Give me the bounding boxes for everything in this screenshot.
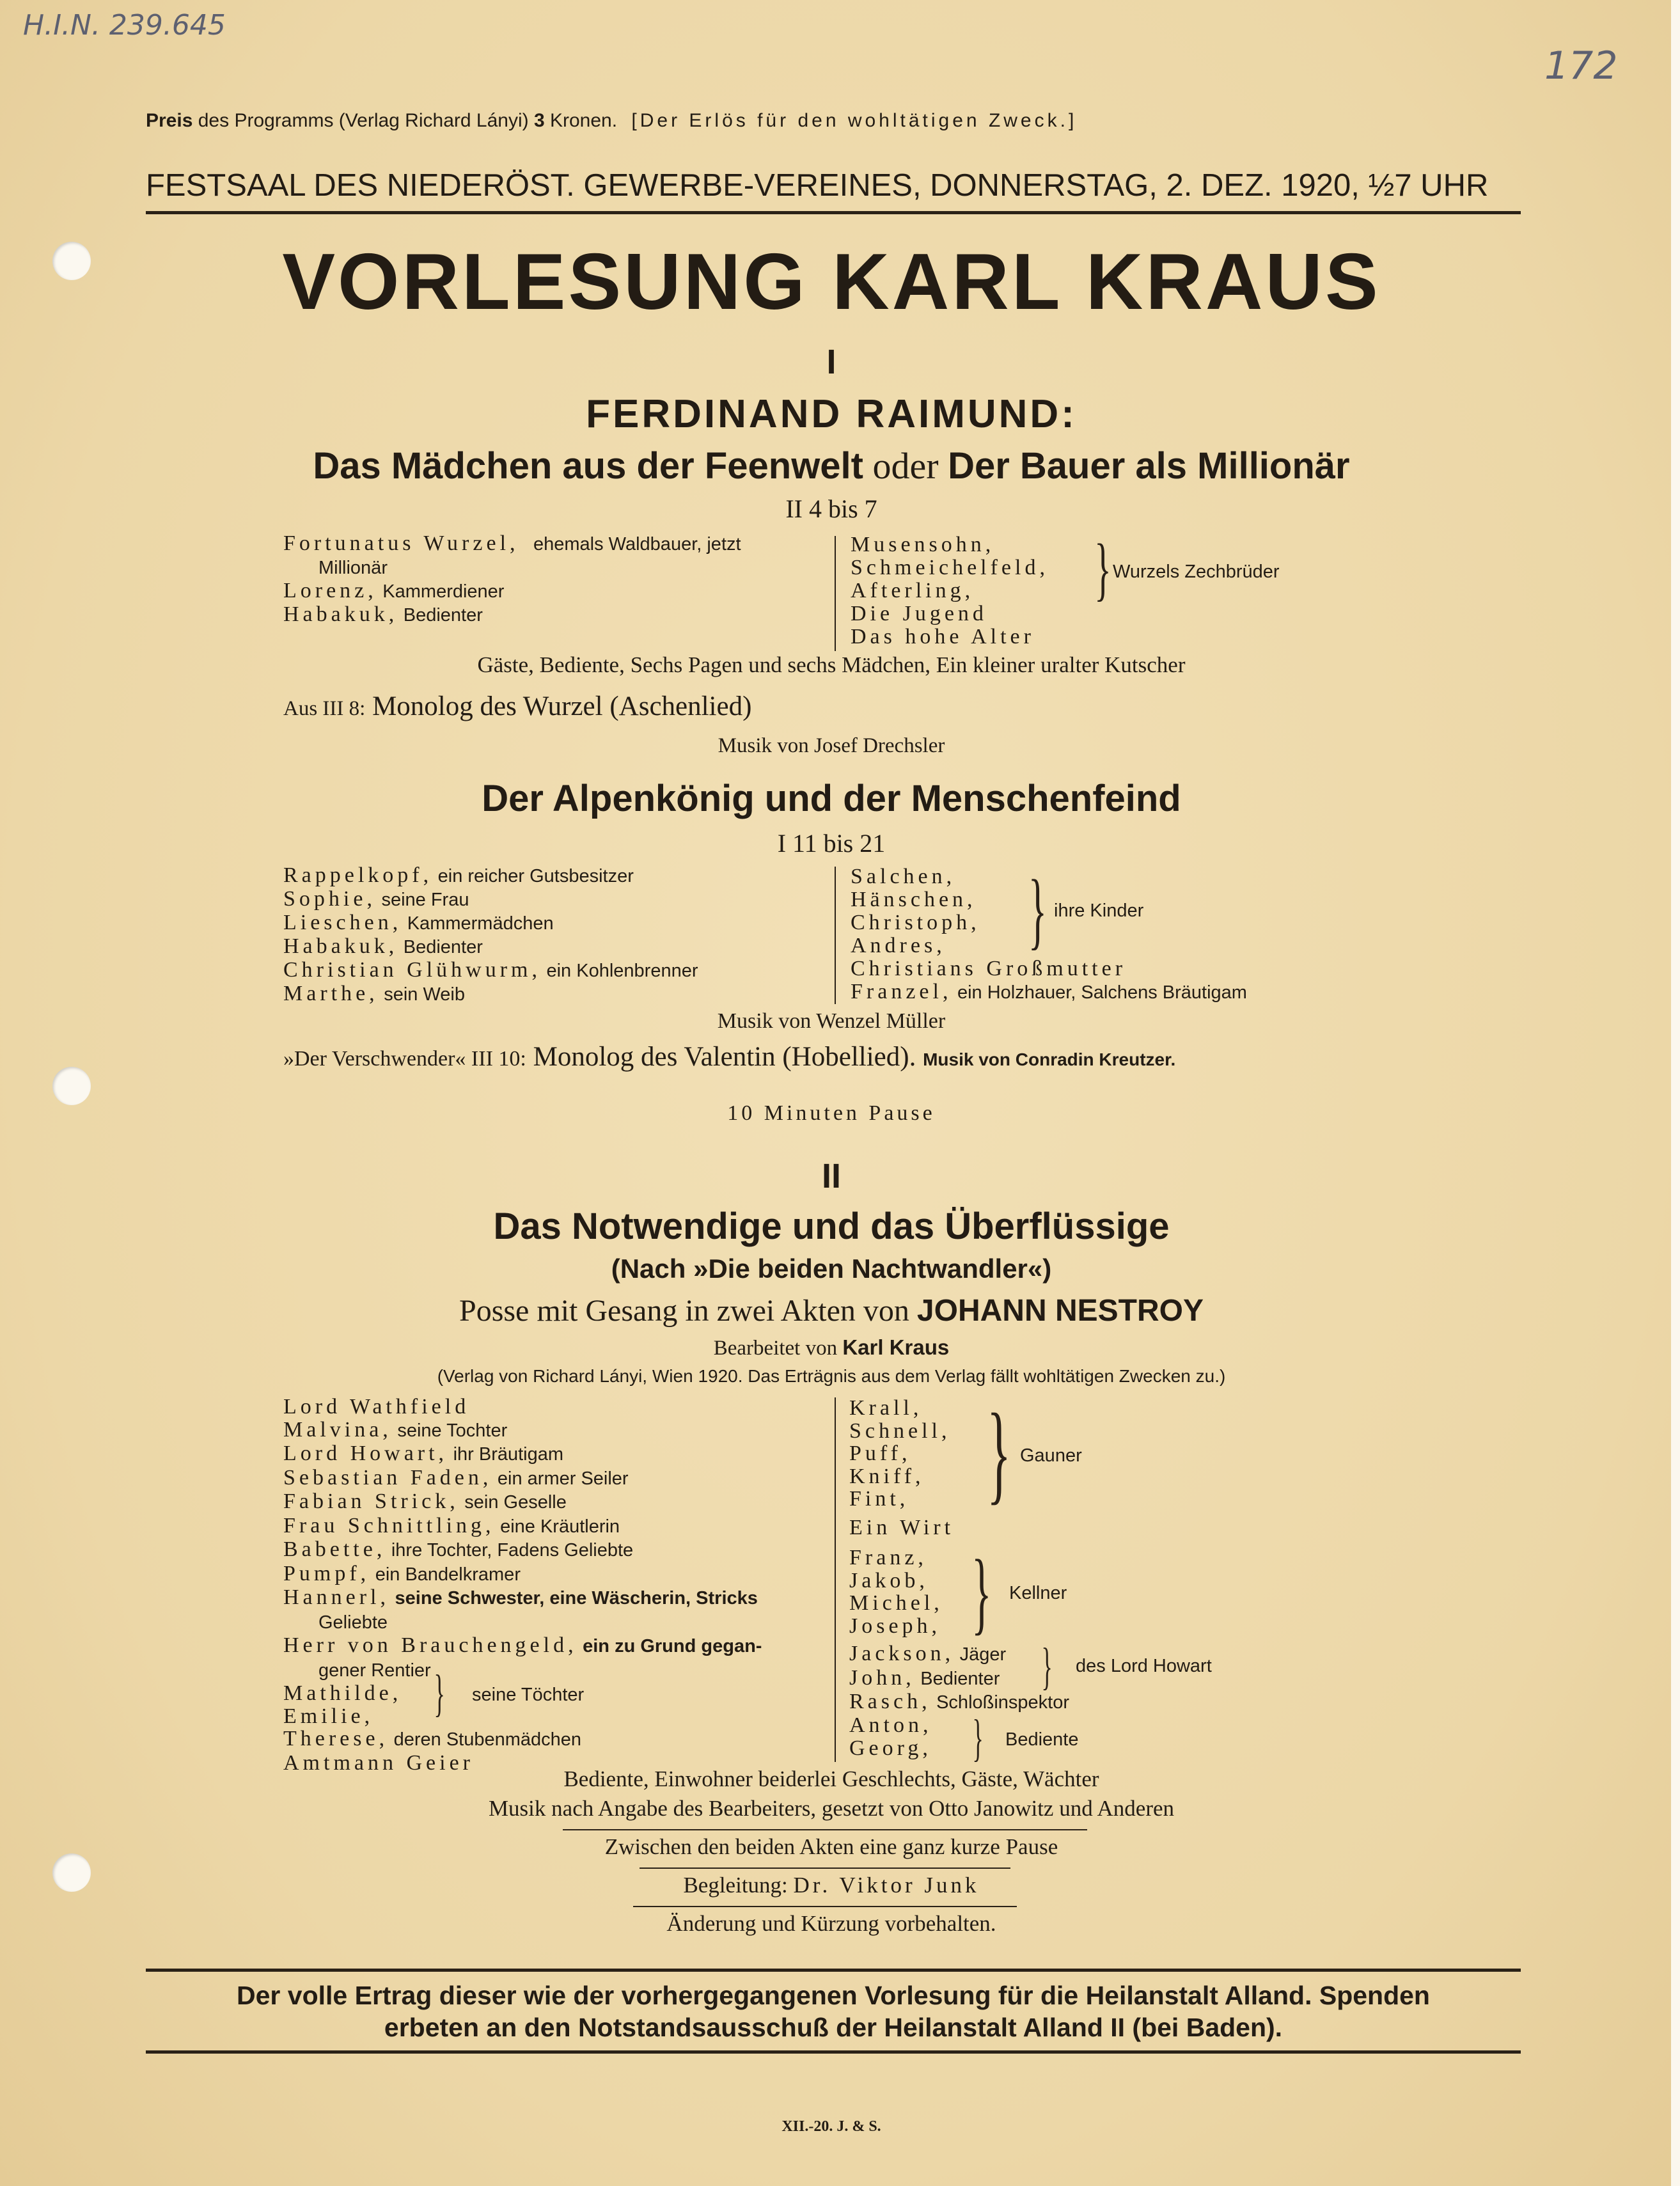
cast-entry: Jackson, Jäger (849, 1642, 1007, 1665)
cast-entry: Lieschen, Kammermädchen (283, 911, 554, 934)
cast-entry: Babette, ihre Tochter, Fadens Geliebte (283, 1537, 634, 1561)
cast-entry: John, Bedienter (849, 1665, 1000, 1690)
cast-entry: Christians Großmutter (851, 957, 1127, 980)
group-label-toechter: seine Töchter (472, 1685, 585, 1705)
price-publisher: des Programms (Verlag Richard Lányi) (198, 110, 529, 131)
posse-line (0, 1293, 1663, 1328)
cast-entry: Die Jugend (851, 602, 987, 625)
cast-entry: Pumpf, ein Bandelkramer (283, 1561, 521, 1585)
cast-entry: Fint, (849, 1487, 909, 1511)
excerpt-title: Monolog des Wurzel (Aschenlied) (372, 691, 752, 721)
cast-entry: Sophie, seine Frau (283, 887, 469, 911)
column-divider (835, 1397, 836, 1762)
cast-entry: Christian Glühwurm, ein Kohlenbrenner (283, 958, 698, 982)
cast-entry: Andres, (851, 934, 946, 957)
brace-icon: } (1094, 530, 1111, 608)
brace-icon: } (1028, 863, 1047, 958)
cast-entry: Lord Howart, ihr Bräutigam (283, 1442, 564, 1465)
accompanist-name: Dr. Viktor Junk (793, 1873, 980, 1898)
cast-entry: Michel, (849, 1591, 943, 1615)
author-nestroy: JOHANN NESTROY (916, 1294, 1204, 1328)
price-amount: 3 (533, 110, 545, 131)
publisher-note: (Verlag von Richard Lányi, Wien 1920. Das Erträgnis aus dem Verlag fällt wohltätigen Zwecken zu.) (437, 1366, 1226, 1386)
cast-left-play2 (283, 864, 698, 1006)
part-two-numeral: II (821, 1157, 841, 1195)
cast-entry: Rappelkopf, ein reicher Gutsbesitzer (283, 863, 634, 887)
bearbeiter-name: Karl Kraus (842, 1335, 950, 1359)
cast-entry: Schnell, (849, 1419, 951, 1443)
cast-right-kellner (849, 1546, 943, 1637)
group-label-kellner: Kellner (1009, 1583, 1067, 1603)
brace-icon: } (1041, 1639, 1053, 1695)
cast-entry: Lorenz, Kammerdiener (283, 579, 505, 602)
footer-rule (146, 2050, 1521, 2054)
brace-icon: } (987, 1390, 1011, 1514)
price-note: [Der Erlös für den wohltätigen Zweck.] (631, 110, 1078, 131)
music-drechsler: Musik von Josef Drechsler (718, 734, 945, 757)
donation-line-1: Der volle Ertrag dieser wie der vorhergegangenen Vorlesung für die Heilanstalt Alland. Spenden (237, 1981, 1430, 2010)
inventory-number: H.I.N. 239.645 (23, 9, 226, 42)
price-line (146, 110, 1077, 132)
extras-part2: Bediente, Einwohner beiderlei Geschlechts, Gäste, Wächter (563, 1766, 1099, 1791)
donation-line-2: erbeten an den Notstandsausschuß der Heilanstalt Alland II (bei Baden). (384, 2013, 1283, 2042)
cast-entry: Millionär (318, 558, 388, 578)
divider-rule (633, 1906, 1017, 1907)
play-title-part-a: Das Mädchen aus der Feenwelt (313, 445, 863, 487)
column-divider (835, 867, 836, 1004)
cast-entry: Emilie, (283, 1704, 374, 1728)
play-title-maedchen (0, 444, 1663, 487)
brace-icon: } (972, 1710, 984, 1766)
cast-entry: Das hohe Alter (851, 625, 1035, 649)
bearbeitet-label: Bearbeitet von (713, 1337, 838, 1360)
cast-entry: Schmeichelfeld, (851, 556, 1049, 579)
group-label-kinder: ihre Kinder (1054, 900, 1144, 921)
part-one-numeral: I (826, 343, 836, 381)
scene-range: I 11 bis 21 (777, 829, 886, 858)
cast-right-bediente (849, 1714, 932, 1759)
header-rule (146, 211, 1521, 214)
paper-edge (1671, 0, 1680, 2186)
cast-right-gauner (849, 1397, 950, 1511)
changes-note: Änderung und Kürzung vorbehalten. (666, 1911, 996, 1936)
cast-entry: Fortunatus Wurzel, ehemals Waldbauer, jetzt (283, 531, 741, 555)
cast-entry: Afterling, (851, 579, 975, 602)
page-number: 172 (1544, 43, 1618, 88)
cast-entry: Amtmann Geier (283, 1750, 474, 1775)
cast-entry: Kniff, (849, 1464, 925, 1488)
excerpt-ref: »Der Verschwender« III 10: (283, 1047, 526, 1071)
group-label-zechbrueder: Wurzels Zechbrüder (1113, 562, 1280, 582)
punch-hole (52, 1067, 91, 1105)
accompaniment-label: Begleitung: (683, 1873, 788, 1898)
excerpt-aschenlied (283, 691, 751, 722)
cast-entry: Franzel, ein Holzhauer, Salchens Bräutigam (851, 980, 1247, 1003)
group-label-lord-howart: des Lord Howart (1076, 1656, 1212, 1676)
pause-note: Zwischen den beiden Akten eine ganz kurze Pause (604, 1834, 1058, 1859)
cast-entry: Hänschen, (851, 888, 977, 911)
cast-entry: Krall, (849, 1396, 923, 1420)
excerpt-title: Monolog des Valentin (Hobellied). (533, 1042, 916, 1072)
cast-entry: Georg, (849, 1736, 932, 1760)
brace-icon: } (434, 1665, 445, 1722)
posse-desc: Posse mit Gesang in zwei Akten von (459, 1294, 909, 1328)
accompaniment-line (0, 1873, 1663, 1898)
cast-right-jackson (849, 1639, 1070, 1715)
cast-entry: Rasch, Schloßinspektor (849, 1690, 1070, 1713)
cast-entry: Jakob, (849, 1568, 929, 1592)
cast-entry: Salchen, (851, 865, 956, 888)
cast-entry: Mathilde, (283, 1681, 402, 1705)
divider-rule (563, 1829, 1087, 1830)
donation-note (146, 1979, 1521, 2043)
cast-entry: Sebastian Faden, ein armer Seiler (283, 1465, 629, 1490)
intermission: 10 Minuten Pause (727, 1101, 936, 1125)
cast-entry: gener Rentier (318, 1660, 431, 1681)
cast-entry: Lord Wathfield (283, 1395, 470, 1419)
cast-left-play1 (283, 532, 741, 627)
price-word: Preis (146, 110, 193, 131)
cast-entry-wirt: Ein Wirt (849, 1516, 955, 1539)
play-title-notwendige: Das Notwendige und das Überflüssige (493, 1206, 1170, 1247)
cast-left-part2 (283, 1396, 762, 1774)
divider-rule (640, 1868, 1010, 1869)
page-title: VORLESUNG KARL KRAUS (282, 238, 1381, 326)
cast-entry: Anton, (849, 1713, 932, 1737)
cast-entry: Herr von Brauchengeld, ein zu Grund gegan- (283, 1633, 762, 1657)
cast-entry: Malvina, seine Tochter (283, 1417, 508, 1442)
cast-entry: Geliebte (318, 1612, 388, 1633)
cast-entry: Marthe, sein Weib (283, 982, 465, 1005)
cast-right-play2 (851, 865, 1247, 1004)
column-divider (835, 536, 836, 651)
bearbeitet-line (0, 1335, 1663, 1360)
excerpt-music: Musik von Conradin Kreutzer. (923, 1050, 1176, 1069)
price-currency: Kronen. (549, 110, 618, 131)
play-title-part-b: Der Bauer als Millionär (948, 445, 1350, 487)
venue-line: FESTSAAL DES NIEDERÖST. GEWERBE-VEREINES, DONNERSTAG, 2. DEZ. 1920, ½7 UHR (146, 168, 1489, 203)
cast-entry: Fabian Strick, sein Geselle (283, 1490, 567, 1513)
cast-entry: Musensohn, (851, 533, 995, 556)
cast-right-play1 (851, 533, 1049, 649)
scene-range: II 4 bis 7 (785, 494, 877, 523)
printer-mark: XII.-20. J. & S. (781, 2118, 881, 2135)
music-mueller: Musik von Wenzel Müller (717, 1009, 946, 1033)
play-title-oder: oder (872, 445, 939, 487)
excerpt-ref: Aus III 8: (283, 697, 366, 720)
cast-entry: Therese, deren Stubenmädchen (283, 1727, 582, 1750)
brace-icon: } (971, 1541, 992, 1644)
cast-entry: Puff, (849, 1442, 911, 1465)
cast-entry: Franz, (849, 1546, 927, 1569)
extras-play1: Gäste, Bediente, Sechs Pagen und sechs Mädchen, Ein kleiner uralter Kutscher (477, 652, 1186, 677)
cast-entry: Christoph, (851, 911, 980, 934)
play-title-alpenkoenig: Der Alpenkönig und der Menschenfeind (482, 778, 1181, 819)
cast-entry: Hannerl, seine Schwester, eine Wäscherin, Stricks (283, 1585, 758, 1609)
cast-entry: Joseph, (849, 1614, 941, 1638)
author-raimund: FERDINAND RAIMUND: (586, 392, 1077, 436)
play-subtitle: (Nach »Die beiden Nachtwandler«) (611, 1254, 1052, 1284)
footer-rule (146, 1969, 1521, 1972)
cast-entry: Habakuk, Bedienter (283, 602, 483, 626)
cast-entry: Habakuk, Bedienter (283, 934, 483, 958)
group-label-gauner: Gauner (1020, 1445, 1082, 1466)
excerpt-hobellied (283, 1041, 1175, 1073)
cast-entry: Frau Schnittling, eine Kräutlerin (283, 1513, 620, 1537)
group-label-bediente: Bediente (1005, 1729, 1079, 1750)
music-janowitz: Musik nach Angabe des Bearbeiters, gesetzt von Otto Janowitz und Anderen (488, 1796, 1175, 1821)
